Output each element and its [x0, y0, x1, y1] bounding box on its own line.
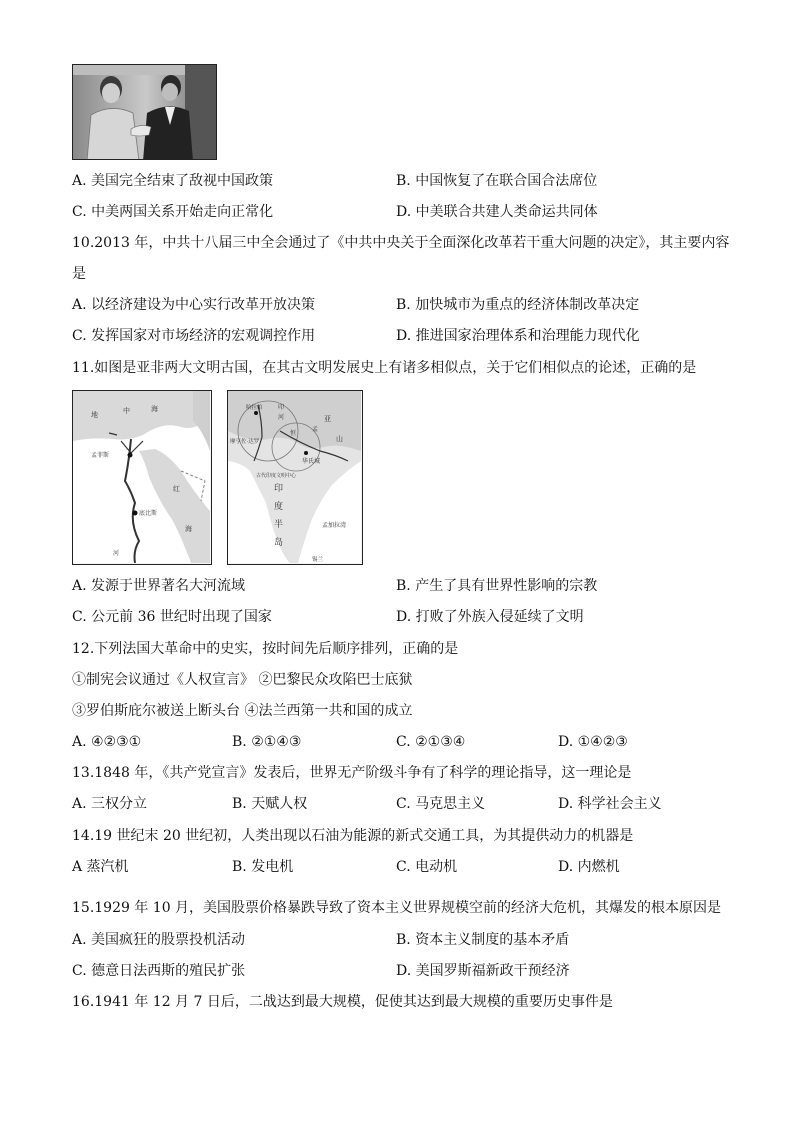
q11-option-b[interactable]: B. 产生了具有世界性影响的宗教: [396, 578, 598, 594]
q11-stem: 11.如图是亚非两大文明古国，在其古文明发展史上有诸多相似点，关于它们相似点的论述，正确的是: [72, 360, 697, 376]
egypt-label-hai: 海: [151, 405, 158, 413]
india-label-peninsula-2: 度: [274, 502, 284, 512]
india-map: [227, 390, 363, 565]
india-label-shan: 山: [336, 435, 343, 443]
egypt-map: [72, 390, 212, 565]
india-label-mohenjo: 摩亨佐·达罗: [230, 439, 260, 445]
india-label-peninsula-3: 半: [274, 520, 284, 530]
q14-option-d[interactable]: D. 内燃机: [558, 859, 620, 875]
q12-option-d[interactable]: D. ①④②③: [558, 734, 628, 750]
q15-option-c[interactable]: C. 德意日法西斯的殖民扩张: [72, 963, 246, 979]
india-label-peninsula-4: 岛: [274, 538, 284, 548]
q10-stem-line2: 是: [72, 266, 86, 282]
india-label-peninsula-1: 印: [274, 484, 284, 494]
q12-option-c[interactable]: C. ②①③④: [396, 734, 466, 750]
india-label-center: 古代印度文明中心: [256, 473, 297, 479]
egypt-label-di: 地: [91, 411, 98, 419]
q11-option-c[interactable]: C. 公元前 36 世纪时出现了国家: [72, 609, 272, 625]
india-label-ceylon: 锡兰: [312, 557, 324, 563]
q11-option-d[interactable]: D. 打败了外族入侵延续了文明: [396, 609, 584, 625]
india-label-harappa: 哈拉帕: [246, 405, 263, 411]
q14-stem: 14.19 世纪末 20 世纪初，人类出现以石油为能源的新式交通工具，为其提供动力的机器是: [72, 828, 634, 844]
q13-option-d[interactable]: D. 科学社会主义: [558, 796, 662, 812]
q10-option-d[interactable]: D. 推进国家治理体系和治理能力现代化: [396, 328, 640, 344]
q13-option-c[interactable]: C. 马克思主义: [396, 796, 486, 812]
q13-option-b[interactable]: B. 天赋人权: [232, 796, 308, 812]
q11-option-a[interactable]: A. 发源于世界著名大河流域: [72, 578, 246, 594]
q10-option-a[interactable]: A. 以经济建设为中心实行改革开放决策: [72, 297, 316, 313]
q12-option-b[interactable]: B. ②①④③: [232, 734, 302, 750]
q15-option-d[interactable]: D. 美国罗斯福新政干预经济: [396, 963, 570, 979]
q9-option-b[interactable]: B. 中国恢复了在联合国合法席位: [396, 173, 598, 189]
q13-option-a[interactable]: A. 三权分立: [72, 796, 148, 812]
q12-items-line1: ①制宪会议通过《人权宣言》 ②巴黎民众攻陷巴士底狱: [72, 672, 413, 688]
q12-stem: 12.下列法国大革命中的史实，按时间先后顺序排列，正确的是: [72, 641, 459, 657]
india-label-meng: 孟: [312, 426, 319, 433]
egypt-label-river: 河: [113, 550, 120, 557]
egypt-label-memphis: 孟菲斯: [91, 452, 110, 459]
india-label-ya: 亚: [324, 415, 331, 423]
india-label-heng: 恒: [290, 430, 297, 437]
q14-option-b[interactable]: B. 发电机: [232, 859, 294, 875]
q13-stem: 13.1848 年，《共产党宣言》发表后，世界无产阶级斗争有了科学的理论指导，这一理论是: [72, 765, 632, 781]
india-label-bay: 孟加拉湾: [322, 522, 347, 529]
q12-items-line2: ③罗伯斯庇尔被送上断头台 ④法兰西第一共和国的成立: [72, 703, 413, 719]
q9-option-d[interactable]: D. 中美联合共建人类命运共同体: [396, 204, 598, 220]
q12-option-a[interactable]: A. ④②③①: [72, 734, 142, 750]
egypt-label-red: 红: [173, 485, 180, 493]
india-label-he: 河: [278, 414, 285, 421]
india-label-yin: 印: [278, 404, 285, 411]
q14-option-c[interactable]: C. 电动机: [396, 859, 458, 875]
q16-stem: 16.1941 年 12 月 7 日后，二战达到最大规模，促使其达到最大规模的重要历史事件是: [72, 994, 613, 1010]
q15-option-a[interactable]: A. 美国疯狂的股票投机活动: [72, 932, 246, 948]
q9-option-c[interactable]: C. 中美两国关系开始走向正常化: [72, 204, 274, 220]
q15-stem: 15.1929 年 10 月，美国股票价格暴跌导致了资本主义世界规模空前的经济大危机，其爆发的根本原因是: [72, 900, 722, 916]
q14-option-a[interactable]: A 蒸汽机: [72, 859, 129, 875]
q15-option-b[interactable]: B. 资本主义制度的基本矛盾: [396, 932, 570, 948]
q9-option-a[interactable]: A. 美国完全结束了敌视中国政策: [72, 173, 274, 189]
egypt-label-thebes: 底比斯: [139, 510, 158, 517]
egypt-label-sea: 海: [185, 525, 192, 533]
q10-option-b[interactable]: B. 加快城市为重点的经济体制改革决定: [396, 297, 640, 313]
q10-option-c[interactable]: C. 发挥国家对市场经济的宏观调控作用: [72, 328, 316, 344]
egypt-label-zhong: 中: [123, 407, 130, 415]
handshake-photo: [72, 64, 217, 160]
q10-stem-line1: 10.2013 年，中共十八届三中全会通过了《中共中央关于全面深化改革若干重大问题的决定》，其主要内容: [72, 235, 730, 251]
india-label-huashi: 华氏城: [302, 458, 321, 465]
